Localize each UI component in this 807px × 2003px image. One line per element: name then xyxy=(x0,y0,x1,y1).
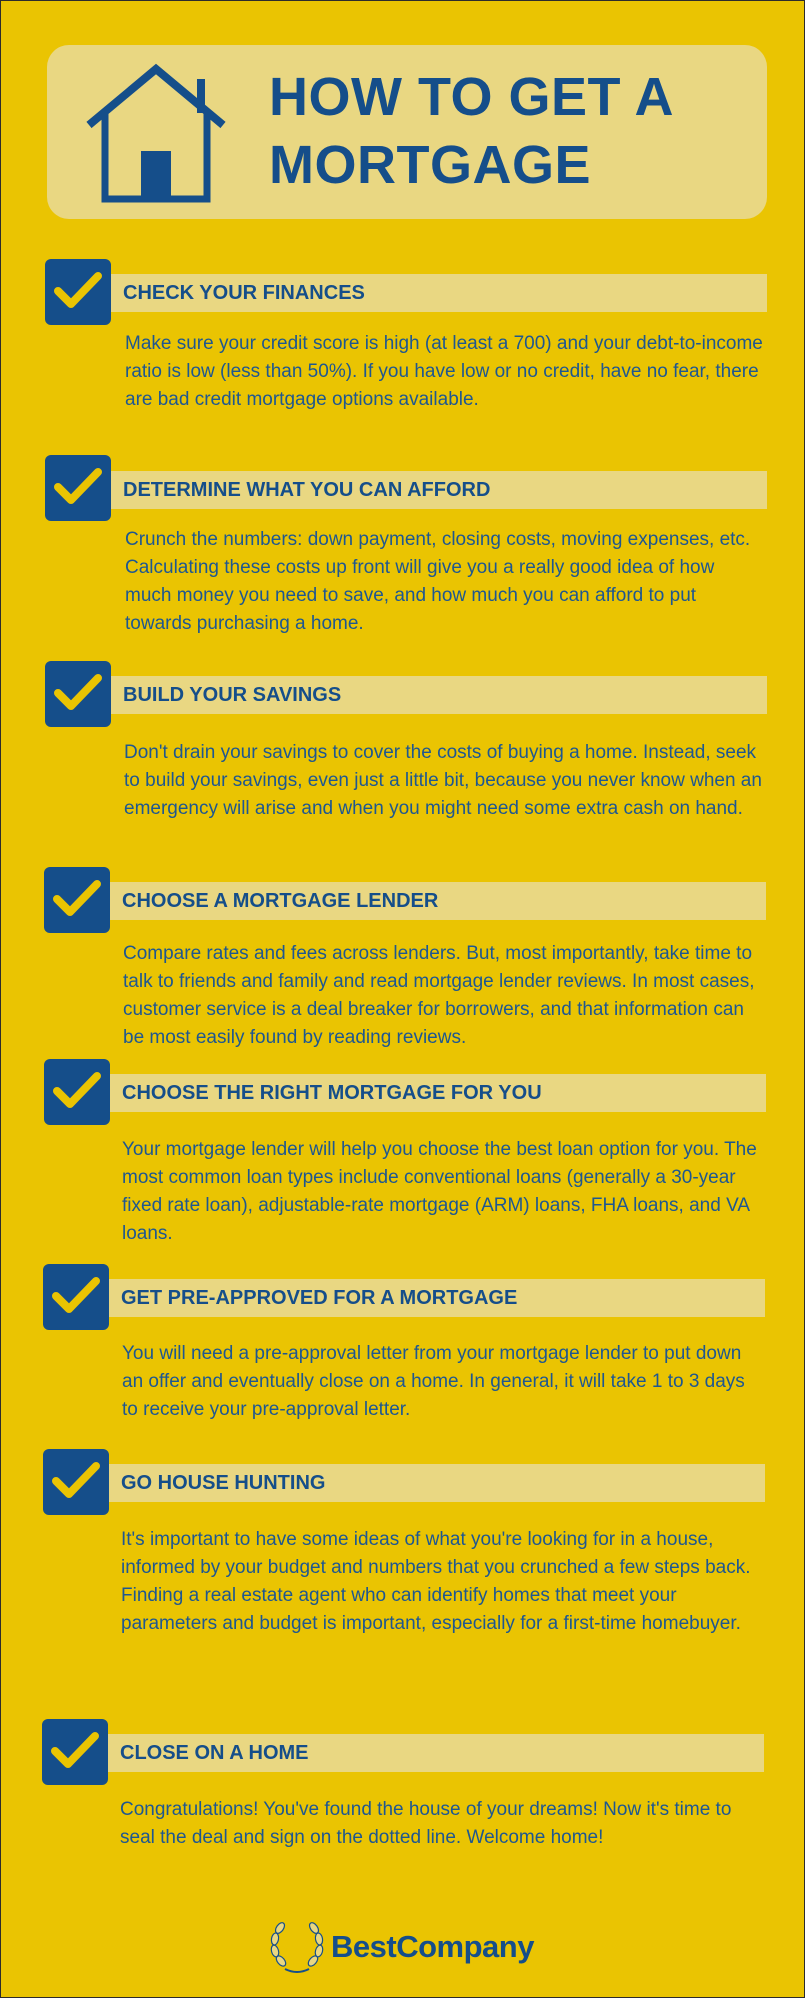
step-title-band xyxy=(109,1464,765,1502)
step-title: DETERMINE WHAT YOU CAN AFFORD xyxy=(123,479,491,501)
checkbox-icon xyxy=(45,455,111,521)
step-description: Compare rates and fees across lenders. But, most importantly, take time to talk to friends and family and read mortgage lender reviews. In most cases, customer service is a deal breaker for borrowers, and that information can be most easily found by reading reviews. xyxy=(123,943,755,1048)
step-title-band xyxy=(108,1734,764,1772)
step-title: GET PRE-APPROVED FOR A MORTGAGE xyxy=(121,1287,518,1309)
step-title-band xyxy=(111,274,767,312)
step-title: GO HOUSE HUNTING xyxy=(121,1472,326,1494)
step-description: You will need a pre-approval letter from your mortgage lender to put down an offer and eventually close on a home. In general, it will take 1 to 3 days to receive your pre-approval letter. xyxy=(122,1343,745,1420)
checkbox-icon xyxy=(43,1449,109,1515)
step-description: Crunch the numbers: down payment, closing costs, moving expenses, etc. Calculating these costs up front will give you a really good idea of how much money you need to save, and how much you can afford to put towards purchasing a home. xyxy=(125,529,751,634)
checkbox-icon xyxy=(45,259,111,325)
header-banner xyxy=(47,45,767,219)
checkbox-icon xyxy=(43,1264,109,1330)
house-icon xyxy=(85,61,227,203)
best-company-logo xyxy=(267,1919,547,1975)
checkbox-icon xyxy=(44,867,110,933)
step-title-band xyxy=(110,882,766,920)
step-title: CHECK YOUR FINANCES xyxy=(123,282,365,304)
checkbox-icon xyxy=(45,661,111,727)
step-description: Make sure your credit score is high (at least a 700) and your debt-to-income ratio is low (less than 50%). If you have low or no credit, have no fear, there are bad credit mortgage options available. xyxy=(125,333,763,410)
title-line-2: MORTGAGE xyxy=(269,135,591,195)
logo-text: BestCompany xyxy=(331,1929,534,1964)
step-title-band xyxy=(109,1279,765,1317)
step-description: Don't drain your savings to cover the costs of buying a home. Instead, seek to build your savings, even just a little bit, because you never know when an emergency will arise and when you might need some extra cash on hand. xyxy=(124,742,762,819)
step-description: Congratulations! You've found the house of your dreams! Now it's time to seal the deal and sign on the dotted line. Welcome home! xyxy=(120,1799,732,1848)
step-title-band xyxy=(111,676,767,714)
step-title-band xyxy=(110,1074,766,1112)
step-title: BUILD YOUR SAVINGS xyxy=(123,684,342,706)
laurel-wreath-icon xyxy=(267,1919,327,1975)
step-title-band xyxy=(111,471,767,509)
title-line-1: HOW TO GET A xyxy=(269,67,674,127)
step-description: It's important to have some ideas of what you're looking for in a house, informed by your budget and numbers that you crunched a few steps back. Finding a real estate agent who can identify homes that meet your parameters and budget is important, especially for a first-time homebuyer. xyxy=(121,1529,751,1634)
step-title: CHOOSE THE RIGHT MORTGAGE FOR YOU xyxy=(122,1082,542,1104)
step-title: CHOOSE A MORTGAGE LENDER xyxy=(122,890,439,912)
page-title xyxy=(269,63,749,199)
checkbox-icon xyxy=(44,1059,110,1125)
checkbox-icon xyxy=(42,1719,108,1785)
step-description: Your mortgage lender will help you choose the best loan option for you. The most common loan types include conventional loans (generally a 30-year fixed rate loan), adjustable-rate mortgage (ARM) loans, FHA loans, and VA loans. xyxy=(122,1139,757,1244)
step-title: CLOSE ON A HOME xyxy=(120,1742,309,1764)
